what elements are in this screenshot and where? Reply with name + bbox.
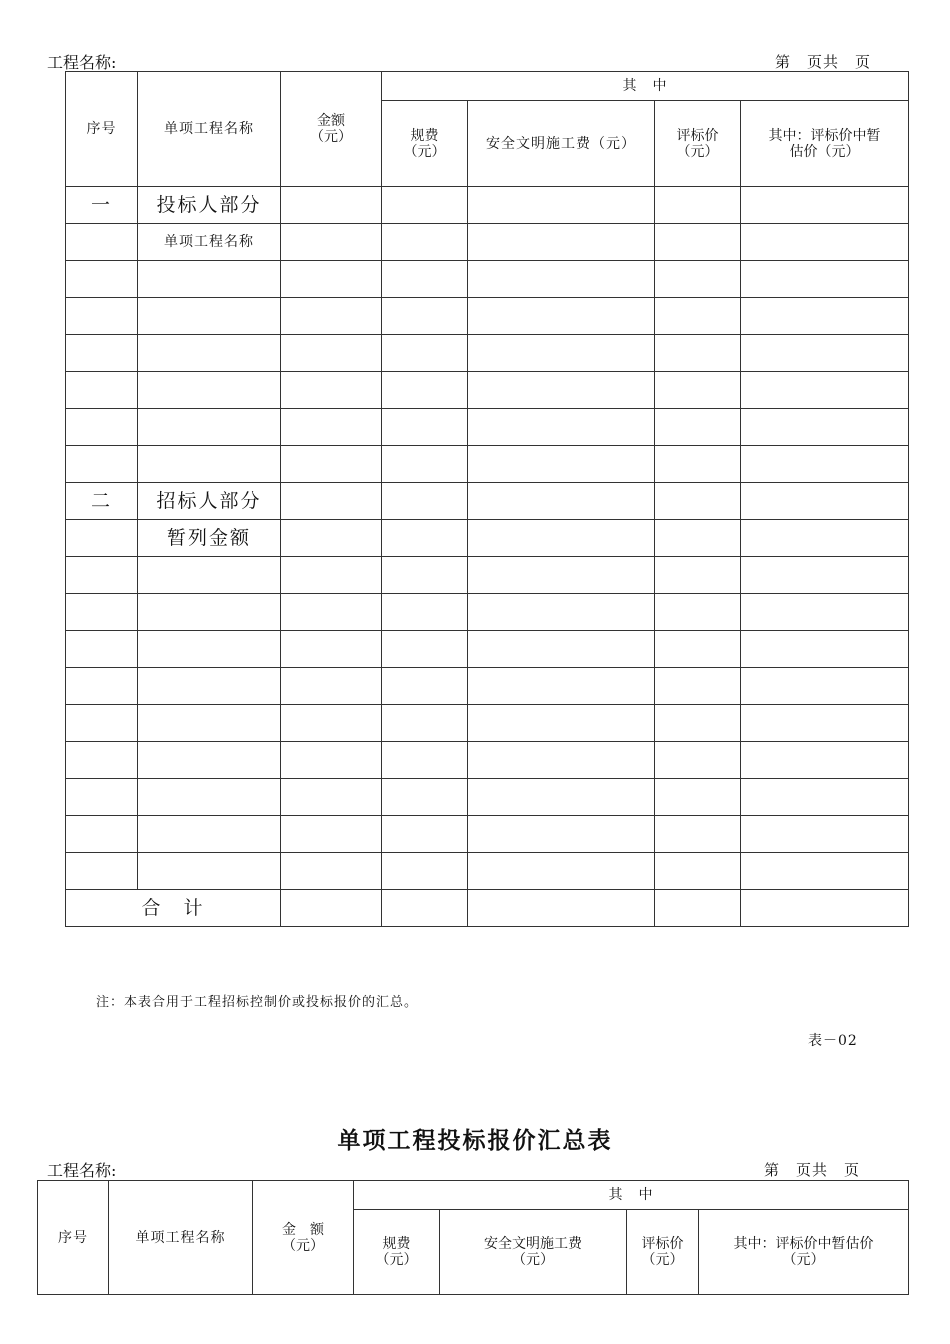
page-count-label: 第 页共 页 <box>764 1161 861 1179</box>
header-eval-price <box>655 101 741 187</box>
header-fee-line1: 规费 <box>410 127 439 144</box>
header-safety-fee: 安全文明施工费（元） <box>468 101 655 187</box>
header-among: 其 中 <box>382 72 909 101</box>
row-seq: 二 <box>66 483 138 520</box>
header-among: 其 中 <box>354 1181 909 1210</box>
row-seq: 一 <box>66 187 138 224</box>
page-title: 单项工程投标报价汇总表 <box>337 1127 613 1154</box>
table-row <box>66 446 909 483</box>
header-amount-line2: （元） <box>310 129 352 145</box>
header-amount <box>281 72 382 187</box>
header-safety-line2: （元） <box>512 1252 554 1268</box>
summary-table <box>65 71 909 927</box>
header-row-top <box>66 72 909 101</box>
header-fee <box>382 101 468 187</box>
table-row <box>66 742 909 779</box>
header-amount-line2: （元） <box>282 1237 324 1254</box>
table-row <box>66 705 909 742</box>
total-label: 合 计 <box>66 890 281 927</box>
header-seq: 序号 <box>66 72 138 187</box>
table-row <box>66 187 909 224</box>
header-eval-line2: （元） <box>641 1252 684 1268</box>
header-fee <box>354 1210 440 1295</box>
table-number: 表－02 <box>808 1033 858 1049</box>
table-row <box>66 483 909 520</box>
table-row <box>66 335 909 372</box>
row-name: 招标人部分 <box>138 483 281 520</box>
table-row <box>66 520 909 557</box>
header-seq: 序号 <box>38 1181 109 1295</box>
row-name: 单项工程名称 <box>138 224 281 261</box>
header-amount <box>253 1181 354 1295</box>
row-name: 暂列金额 <box>138 520 281 557</box>
table-row <box>66 224 909 261</box>
header-safety-fee <box>440 1210 627 1295</box>
header-fee-line1: 规费 <box>382 1236 411 1252</box>
header-prov-line2: （元） <box>782 1252 825 1268</box>
header-amount-line1: 金额 <box>317 113 345 129</box>
header-project-name: 单项工程名称 <box>109 1181 253 1295</box>
table-row <box>66 779 909 816</box>
table-row <box>66 816 909 853</box>
header-row-top <box>38 1181 909 1210</box>
page-count-label: 第 页共 页 <box>775 53 872 71</box>
table-row <box>66 557 909 594</box>
header-amount-line1: 金 额 <box>282 1221 324 1238</box>
header-provisional <box>699 1210 909 1295</box>
header-eval-line2: （元） <box>676 143 719 160</box>
table-row <box>66 261 909 298</box>
header-eval-price <box>627 1210 699 1295</box>
header-fee-line2: （元） <box>375 1252 418 1268</box>
table-row <box>66 298 909 335</box>
project-name-label: 工程名称: <box>47 1161 117 1180</box>
header-fee-line2: （元） <box>403 143 446 160</box>
table-row <box>66 668 909 705</box>
header-eval-line1: 评标价 <box>676 127 719 144</box>
header-prov-line1: 其中：评标价中暂估价 <box>733 1236 874 1252</box>
project-name-label: 工程名称: <box>47 53 117 72</box>
header-provisional <box>741 101 909 187</box>
table-row <box>66 594 909 631</box>
summary-table-2 <box>37 1180 909 1295</box>
table-note: 注：本表合用于工程招标控制价或投标报价的汇总。 <box>96 995 419 1010</box>
table-row <box>66 853 909 890</box>
header-prov-line2: 估价（元） <box>789 143 860 160</box>
row-name: 投标人部分 <box>138 187 281 224</box>
table-row <box>66 631 909 668</box>
header-project-name: 单项工程名称 <box>138 72 281 187</box>
table-row <box>66 372 909 409</box>
header-safety-line1: 安全文明施工费 <box>484 1236 582 1252</box>
header-eval-line1: 评标价 <box>641 1236 684 1252</box>
header-prov-line1: 其中：评标价中暂 <box>768 127 881 144</box>
table-row <box>66 409 909 446</box>
total-row <box>66 890 909 927</box>
